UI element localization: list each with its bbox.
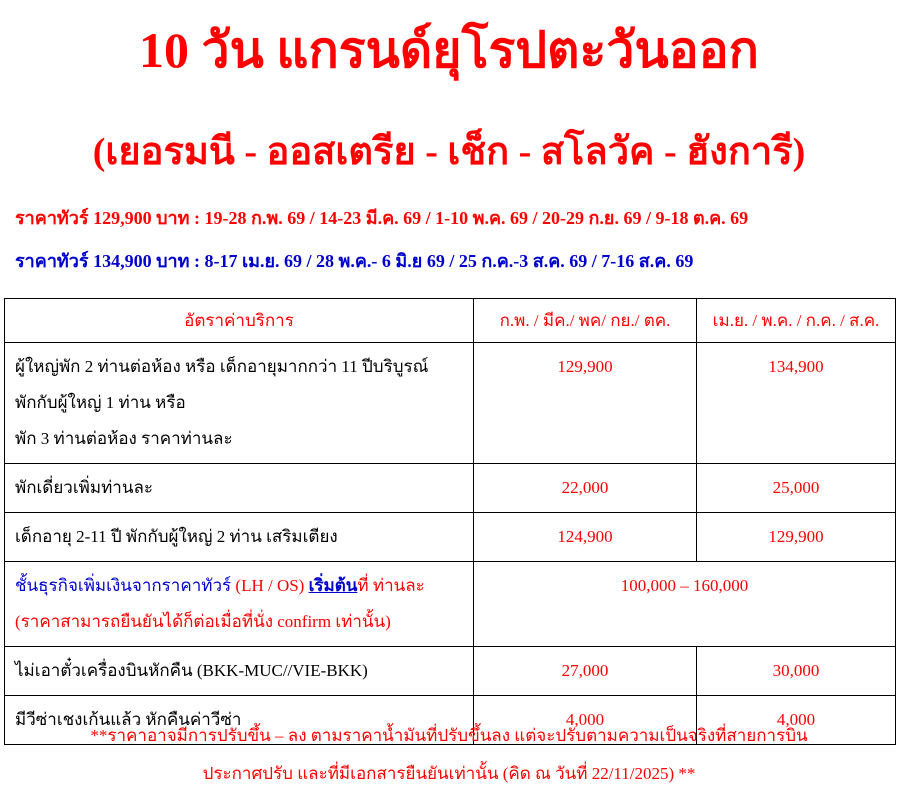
table-row [5,464,896,513]
table-header-row [5,299,896,343]
price-note-line: **ราคาอาจมีการปรับขึ้น – ลง ตามราคาน้ำมันที่ปรับขึ้นลง แต่จะปรับตามความเป็นจริงที่สายการบิน [90,726,808,745]
row-desc [5,343,474,464]
row-desc: มีวีซ่าเชงเก้นแล้ว หักคืนค่าวีซ่า [5,696,474,745]
row-desc-line: พักกับผู้ใหญ่ 1 ท่าน หรือ [15,393,186,412]
page-title: 10 วัน แกรนด์ยุโรปตะวันออก [139,22,759,78]
price-cell: 22,000 [474,464,697,513]
header-service-rate: อัตราค่าบริการ [5,299,474,343]
page-subtitle: (เยอรมนี - ออสเตรีย - เช็ก - สโลวัค - ฮังการี) [92,131,806,173]
merged-price-cell: 100,000 – 160,000 [474,562,896,647]
price-line-red: ราคาทัวร์ 129,900 บาท : 19-28 ก.พ. 69 / 14-23 มี.ค. 69 / 1-10 พ.ค. 69 / 20-29 ก.ย. 69 / 9-18 ต.ค. 69 [15,208,749,228]
price-cell: 124,900 [474,513,697,562]
price-note-line: ประกาศปรับ และที่มีเอกสารยืนยันเท่านั้น (คิด ณ วันที่ 22/11/2025) ** [202,764,696,783]
row-desc: ไม่เอาตั๋วเครื่องบินหักคืน (BKK-MUC//VIE-BKK) [5,647,474,696]
per-person-label: ที่ ท่านละ [357,576,425,595]
table-row [5,647,896,696]
table-row [5,343,896,464]
price-cell: 30,000 [697,647,896,696]
price-cell: 4,000 [474,696,697,745]
header-period-1: ก.พ. / มีค./ พค/ กย./ ตค. [474,299,697,343]
price-cell: 25,000 [697,464,896,513]
price-cell: 4,000 [697,696,896,745]
price-cell: 27,000 [474,647,697,696]
price-cell: 134,900 [697,343,896,464]
price-line-blue: ราคาทัวร์ 134,900 บาท : 8-17 เม.ย. 69 / 28 พ.ค.- 6 มิ.ย 69 / 25 ก.ค.-3 ส.ค. 69 / 7-16 ส.ค. 69 [15,251,694,271]
table-row [5,562,896,647]
airline-codes: (LH / OS) [231,576,309,595]
price-table [4,298,896,745]
price-cell: 129,900 [474,343,697,464]
row-desc [5,562,474,647]
row-desc: พักเดี่ยวเพิ่มท่านละ [5,464,474,513]
header-period-2: เม.ย. / พ.ค. / ก.ค. / ส.ค. [697,299,896,343]
price-cell: 129,900 [697,513,896,562]
row-desc: เด็กอายุ 2-11 ปี พักกับผู้ใหญ่ 2 ท่าน เสริมเตียง [5,513,474,562]
table-row [5,513,896,562]
business-class-label: ชั้นธุรกิจเพิ่มเงินจากราคาทัวร์ [15,576,232,595]
row-desc-line: (ราคาสามารถยืนยันได้ก็ต่อเมื่อที่นั่ง confirm เท่านั้น) [15,612,391,631]
row-desc-line: พัก 3 ท่านต่อห้อง ราคาท่านละ [15,429,233,448]
starting-label: เริ่มต้น [308,576,358,595]
row-desc-line: ผู้ใหญ่พัก 2 ท่านต่อห้อง หรือ เด็กอายุมากกว่า 11 ปีบริบูรณ์ [15,357,429,376]
row-desc-line [15,568,465,604]
